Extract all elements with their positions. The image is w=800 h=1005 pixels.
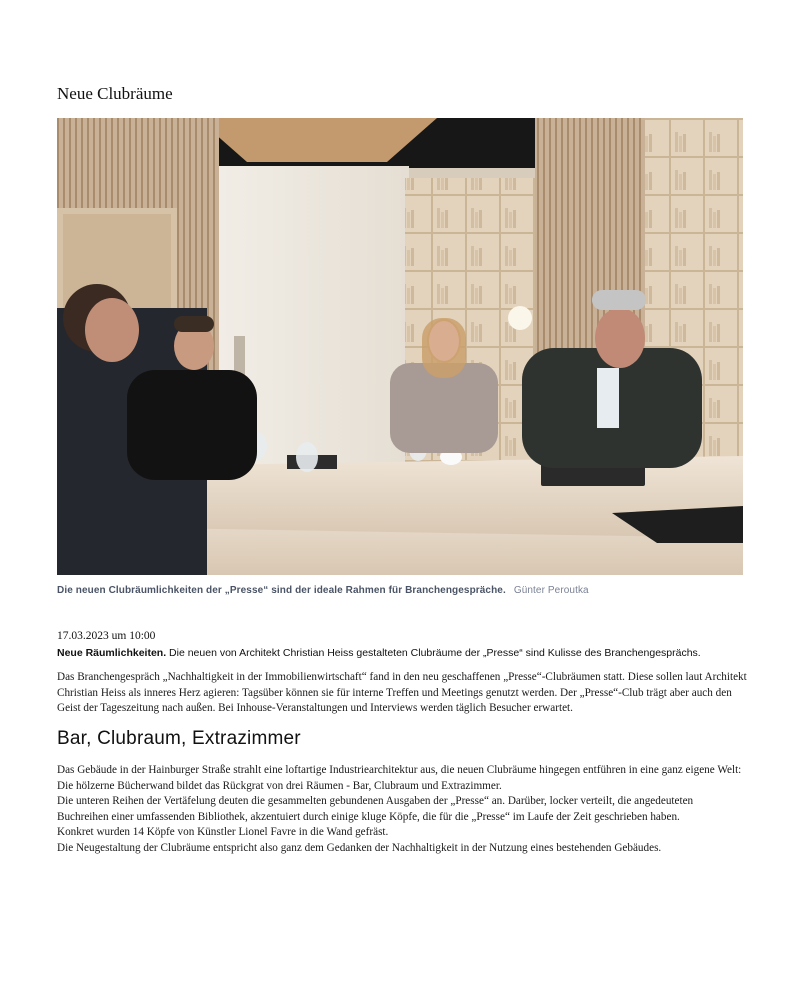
paragraph-2-line: Die unteren Reihen der Vertäfelung deuten die gesammelten gebundenen Ausgaben der „Presse“ an. Darüber, locker verteilt, die angedeuteten Buchreihen einer umfassenden Bibliothek, akzentuiert durch einige kluge Köpfe, die für die „Presse“ im Laufe der Zeit geschrieben haben. — [57, 795, 694, 823]
article-subheading: Bar, Clubraum, Extrazimmer — [57, 728, 301, 749]
article-lead — [57, 647, 747, 659]
publish-date: 17.03.2023 um 10:00 — [57, 630, 156, 642]
article-photo[interactable] — [57, 118, 743, 575]
paragraph-1: Das Branchengespräch „Nachhaltigkeit in der Immobilienwirtschaft“ fand in den neu geschaffenen „Presse“-Clubräumen statt. Diese sollen laut Architekt Christian Heiss als inneres Herz agieren: Tagsüber können sie für interne Treffen und Meetings genutzt werden. Der „Presse“-Club trägt aber auch den Geist der Tageszeitung nach außen. Bei Inhouse-Veranstaltungen und Interviews werden täglich Besucher erwartet. — [57, 671, 747, 714]
photo-credit: Günter Peroutka — [513, 585, 589, 596]
lead-strong: Neue Räumlichkeiten. — [57, 647, 167, 659]
lead-text: Die neuen von Architekt Christian Heiss gestalteten Clubräume der „Presse“ sind Kulisse des Branchengesprächs. — [166, 647, 701, 659]
caption-text: Die neuen Clubräumlichkeiten der „Presse“ sind der ideale Rahmen für Branchengespräche. — [57, 585, 506, 596]
section-title: Neue Clubräume — [57, 84, 173, 103]
paragraph-2-line: Das Gebäude in der Hainburger Straße strahlt eine loftartige Industriearchitektur aus, die neuen Clubräume hingegen entführen in eine ganz eigene Welt: Die hölzerne Bücherwand bildet das Rückgrat von drei Räumen - Bar, Clubraum und Extrazimmer. — [57, 764, 742, 792]
photo-caption — [57, 585, 747, 596]
paragraph-2 — [57, 763, 747, 856]
paragraph-2-line: Konkret wurden 14 Köpfe von Künstler Lionel Favre in die Wand gefräst. — [57, 826, 389, 838]
paragraph-2-line: Die Neugestaltung der Clubräume entspricht also ganz dem Gedanken der Nachhaltigkeit in der Nutzung eines bestehenden Gebäudes. — [57, 841, 662, 854]
